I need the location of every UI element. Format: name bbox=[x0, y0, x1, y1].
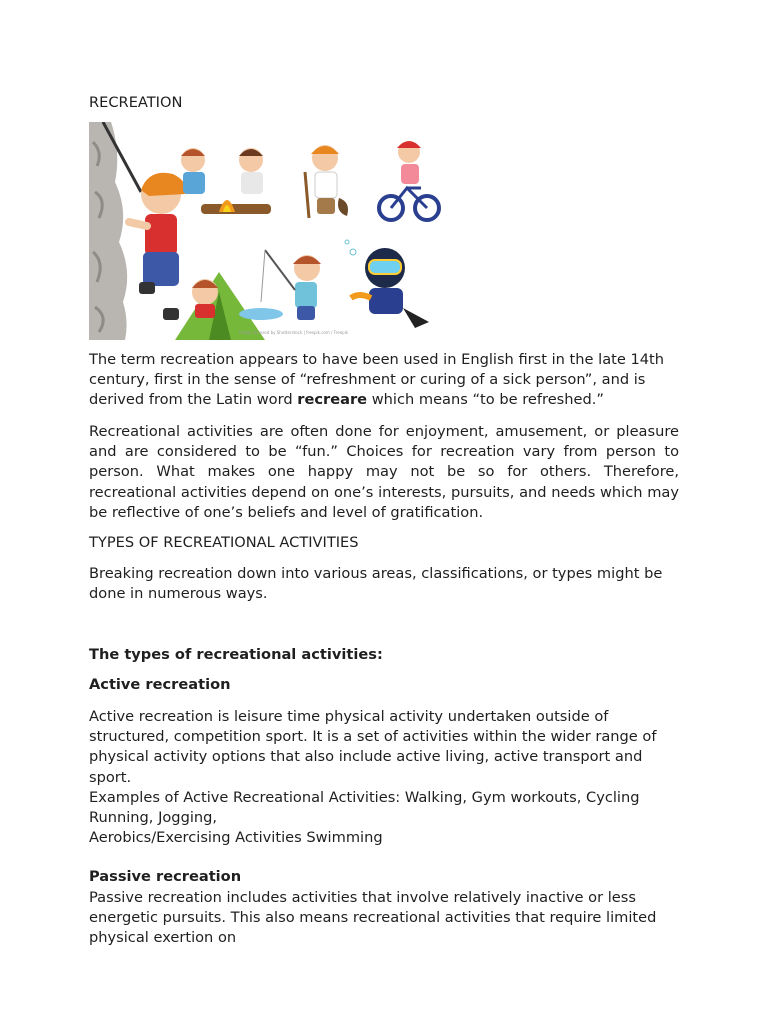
active-recreation-paragraph: Active recreation is leisure time physical activity undertaken outside of structured, competition sport. It is a set of activities within the wider range of physical activity options that also include active living, active transport and sport. bbox=[89, 708, 657, 786]
passive-recreation-paragraph: Passive recreation includes activities that involve relatively inactive or less energetic pursuits. This also means recreational activities that require limited physical exertion on bbox=[89, 889, 657, 947]
page-title: RECREATION bbox=[89, 94, 183, 111]
intro-text: The term recreation appears to have been used in English first in the late 14th century, first in the sense of “refreshment or curing of a sick person”, and is derived from the Latin word bbox=[89, 351, 665, 409]
active-examples-line1: Examples of Active Recreational Activities: Walking, Gym workouts, Cycling Running, Jogging, bbox=[89, 789, 640, 827]
intro-text-end: which means “to be refreshed.” bbox=[367, 391, 604, 409]
types-list-heading: The types of recreational activities: bbox=[89, 646, 383, 663]
recreational-activities-paragraph: Recreational activities are often done for enjoyment, amusement, or pleasure and are considered to be “fun.” Choices for recreation vary from person to person. What makes one happy may not be so for others. Therefore, recreational activities depend on one’s interests, pursuits, and needs which may be reflective of one’s beliefs and level of gratification. bbox=[89, 423, 679, 521]
image-caption: Image licensed by Shutterstock | freepik.com / Freepik bbox=[239, 330, 349, 335]
active-examples-line2: Aerobics/Exercising Activities Swimming bbox=[89, 829, 383, 846]
types-intro-paragraph: Breaking recreation down into various areas, classifications, or types might be done in numerous ways. bbox=[89, 565, 663, 603]
types-heading: TYPES OF RECREATIONAL ACTIVITIES bbox=[89, 534, 359, 551]
passive-recreation-heading: Passive recreation bbox=[89, 868, 242, 885]
recreation-illustration bbox=[89, 122, 451, 340]
intro-paragraph bbox=[89, 350, 679, 411]
active-recreation-heading: Active recreation bbox=[89, 676, 231, 693]
intro-bold-term: recreare bbox=[297, 391, 368, 409]
